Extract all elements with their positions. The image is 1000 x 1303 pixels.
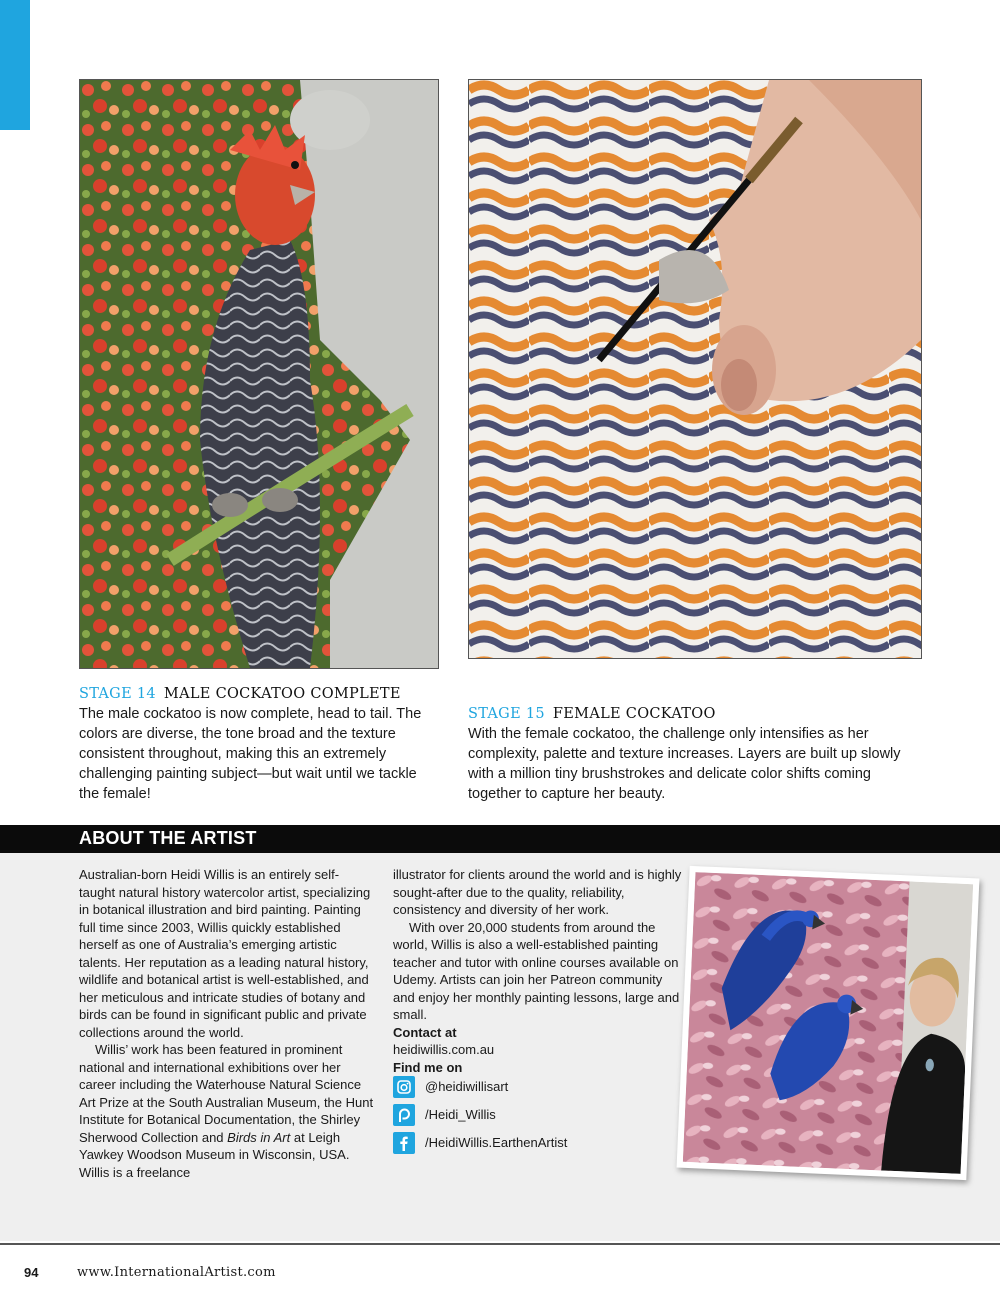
stage-14-heading <box>79 684 439 704</box>
stage-15-caption <box>468 704 928 804</box>
patreon-link[interactable] <box>393 1104 683 1126</box>
find-me-label: Find me on <box>393 1059 463 1075</box>
female-cockatoo-detail-photo <box>468 79 922 659</box>
stage-15-body: With the female cockatoo, the challenge only intensifies as her complexity, palette and texture increases. Layers are built up slowly with a million tiny brushstrokes and delicate color shifts coming together to capture her beauty. <box>468 726 901 802</box>
instagram-icon <box>393 1076 415 1098</box>
about-paragraph-2-continued: illustrator for clients around the world and is highly sought-after due to the quality, reliability, consistency and diversity of her work. <box>393 867 682 917</box>
stage-14-caption <box>79 684 439 804</box>
facebook-link[interactable] <box>393 1132 683 1154</box>
about-paragraph-2-start: Willis’ work has been featured in prominent national and international exhibitions over her career including the Waterhouse Natural Science Art Prize at the South Australian Museum, the Hunt Institute for Botanical Documentation, the Shirley Sherwood Collection and <box>79 1042 374 1145</box>
instagram-handle: @heidiwillisart <box>425 1079 509 1095</box>
patreon-handle: /Heidi_Willis <box>425 1107 496 1123</box>
footer-divider <box>0 1243 1000 1245</box>
about-paragraph-2-end-visible: at Leigh Yawkey Woodson Museum in Wisconsin, USA. Willis is a freelance <box>79 1129 350 1180</box>
page-number: 94 <box>24 1265 39 1280</box>
about-paragraph-3: With over 20,000 students from around the world, Willis is also a well-established painting teacher and tutor with online courses available on Udemy. Artists can join her Patreon community and enjoy her monthly painting lessons, large and small. <box>393 919 680 1022</box>
facebook-icon <box>393 1132 415 1154</box>
contact-website-link[interactable]: heidiwillis.com.au <box>393 1042 495 1057</box>
contact-label: Contact at <box>393 1024 457 1040</box>
stage-14-title: MALE COCKATOO COMPLETE <box>163 686 401 702</box>
stage-15-number: STAGE 15 <box>468 706 545 722</box>
about-column-1 <box>79 866 374 1181</box>
about-paragraph-1: Australian-born Heidi Willis is an entirely self-taught natural history watercolor artist, specializing in botanical illustration and bird painting. Painting full time since 2003, Willis quickly established herself as one of Australia’s emerging artistic talents. Her reputation as a leading natural history, wildlife and botanical artist is well-established, and her meticulous and intricate studies of botany and birds can be found in significant public and private collections around the world. <box>79 867 371 1040</box>
about-artist-header <box>0 825 1000 853</box>
stage-14-number: STAGE 14 <box>79 686 156 702</box>
about-column-2 <box>393 866 683 1160</box>
instagram-link[interactable] <box>393 1076 683 1098</box>
stage-15-title: FEMALE COCKATOO <box>552 706 716 722</box>
male-cockatoo-painting <box>79 79 439 669</box>
facebook-handle: /HeidiWillis.EarthenArtist <box>425 1135 568 1151</box>
stage-15-heading <box>468 704 928 724</box>
birds-in-art-title: Birds in Art <box>227 1129 291 1145</box>
about-paragraph-2 <box>79 1041 374 1181</box>
patreon-icon <box>393 1104 415 1126</box>
artist-portrait-photo <box>677 866 980 1180</box>
stage-14-body: The male cockatoo is now complete, head to tail. The colors are diverse, the tone broad and the texture consistent throughout, making this an extremely challenging painting subject—but wait until we tackle the female! <box>79 706 422 802</box>
section-tab <box>0 0 30 130</box>
footer-website-link[interactable]: www.InternationalArtist.com <box>77 1265 276 1280</box>
about-artist-title: ABOUT THE ARTIST <box>79 828 257 848</box>
